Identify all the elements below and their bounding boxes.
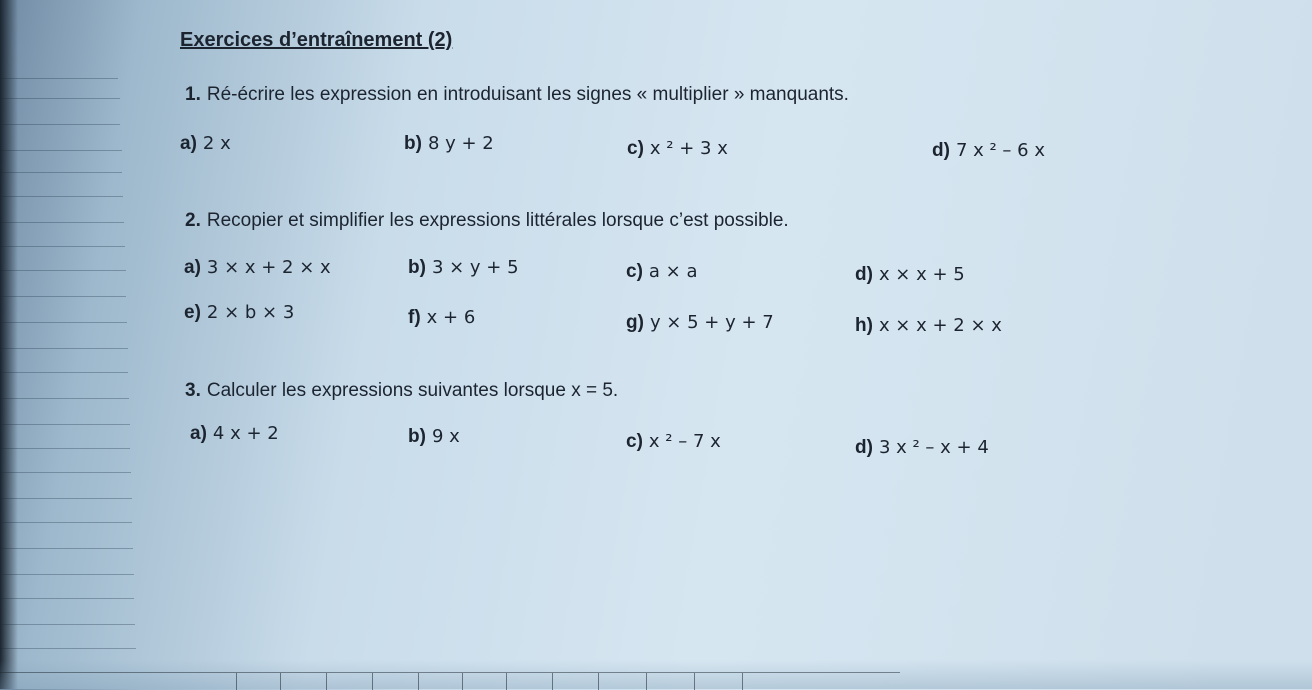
item-expression: x × x + 2 × x	[878, 315, 1002, 336]
exercise-2-item-h	[855, 315, 1002, 337]
item-label: b)	[408, 257, 426, 278]
exercise-3-item-c	[626, 431, 721, 453]
exercise-3-number: 3.	[185, 380, 201, 401]
item-label: a)	[180, 133, 197, 154]
exercise-1-item-c	[627, 138, 728, 160]
item-expression: x × x + 5	[878, 264, 965, 285]
exercise-3-item-a	[190, 423, 279, 445]
item-expression: x ² – 7 x	[648, 431, 721, 452]
exercise-1-item-b	[404, 133, 494, 155]
item-label: f)	[408, 307, 421, 328]
exercise-2-item-e	[184, 302, 294, 324]
item-expression: 9 x	[431, 426, 460, 447]
item-label: c)	[627, 138, 644, 159]
exercise-2-item-f	[408, 307, 475, 329]
exercise-2-item-a	[184, 257, 331, 279]
item-label: d)	[932, 140, 950, 161]
exercise-1-number: 1.	[185, 84, 201, 105]
item-label: g)	[626, 312, 644, 333]
item-label: d)	[855, 264, 873, 285]
left-shadow	[0, 0, 18, 689]
item-label: h)	[855, 315, 873, 336]
exercise-1-item-d	[932, 140, 1045, 162]
ruler-strip	[0, 672, 900, 690]
item-label: c)	[626, 261, 643, 282]
exercise-1-instruction	[185, 84, 849, 106]
item-expression: 7 x ² – 6 x	[955, 140, 1045, 161]
exercise-2-instruction	[185, 210, 789, 232]
item-label: a)	[184, 257, 201, 278]
item-expression: a × a	[648, 261, 698, 282]
item-expression: 2 x	[202, 133, 231, 154]
item-label: b)	[408, 426, 426, 447]
exercise-3-item-d	[855, 437, 989, 459]
exercise-3-item-b	[408, 426, 460, 448]
item-label: c)	[626, 431, 643, 452]
item-expression: 4 x + 2	[212, 423, 279, 444]
item-label: b)	[404, 133, 422, 154]
item-expression: y × 5 + y + 7	[649, 312, 774, 333]
exercise-3-instruction	[185, 380, 618, 402]
notebook-lines	[0, 0, 140, 689]
item-expression: 8 y + 2	[427, 133, 494, 154]
item-expression: 2 × b × 3	[206, 302, 295, 323]
exercise-1-item-a	[180, 133, 231, 155]
item-label: a)	[190, 423, 207, 444]
exercise-1-text: Ré-écrire les expression en introduisant les signes « multiplier » manquants.	[206, 84, 849, 105]
item-expression: x ² + 3 x	[649, 138, 728, 159]
item-expression: 3 × y + 5	[431, 257, 519, 278]
item-expression: x + 6	[426, 307, 476, 328]
exercise-2-text: Recopier et simplifier les expressions littérales lorsque c’est possible.	[206, 210, 789, 231]
item-expression: 3 × x + 2 × x	[206, 257, 331, 278]
exercise-3-text: Calculer les expressions suivantes lorsque x = 5.	[206, 380, 619, 401]
exercise-2-item-b	[408, 257, 519, 279]
exercise-2-number: 2.	[185, 210, 201, 231]
item-label: d)	[855, 437, 873, 458]
worksheet-title: Exercices d’entraînement (2)	[180, 29, 453, 51]
item-label: e)	[184, 302, 201, 323]
item-expression: 3 x ² – x + 4	[878, 437, 989, 458]
exercise-2-item-c	[626, 261, 698, 283]
exercise-2-item-d	[855, 264, 965, 286]
exercise-2-item-g	[626, 312, 774, 334]
